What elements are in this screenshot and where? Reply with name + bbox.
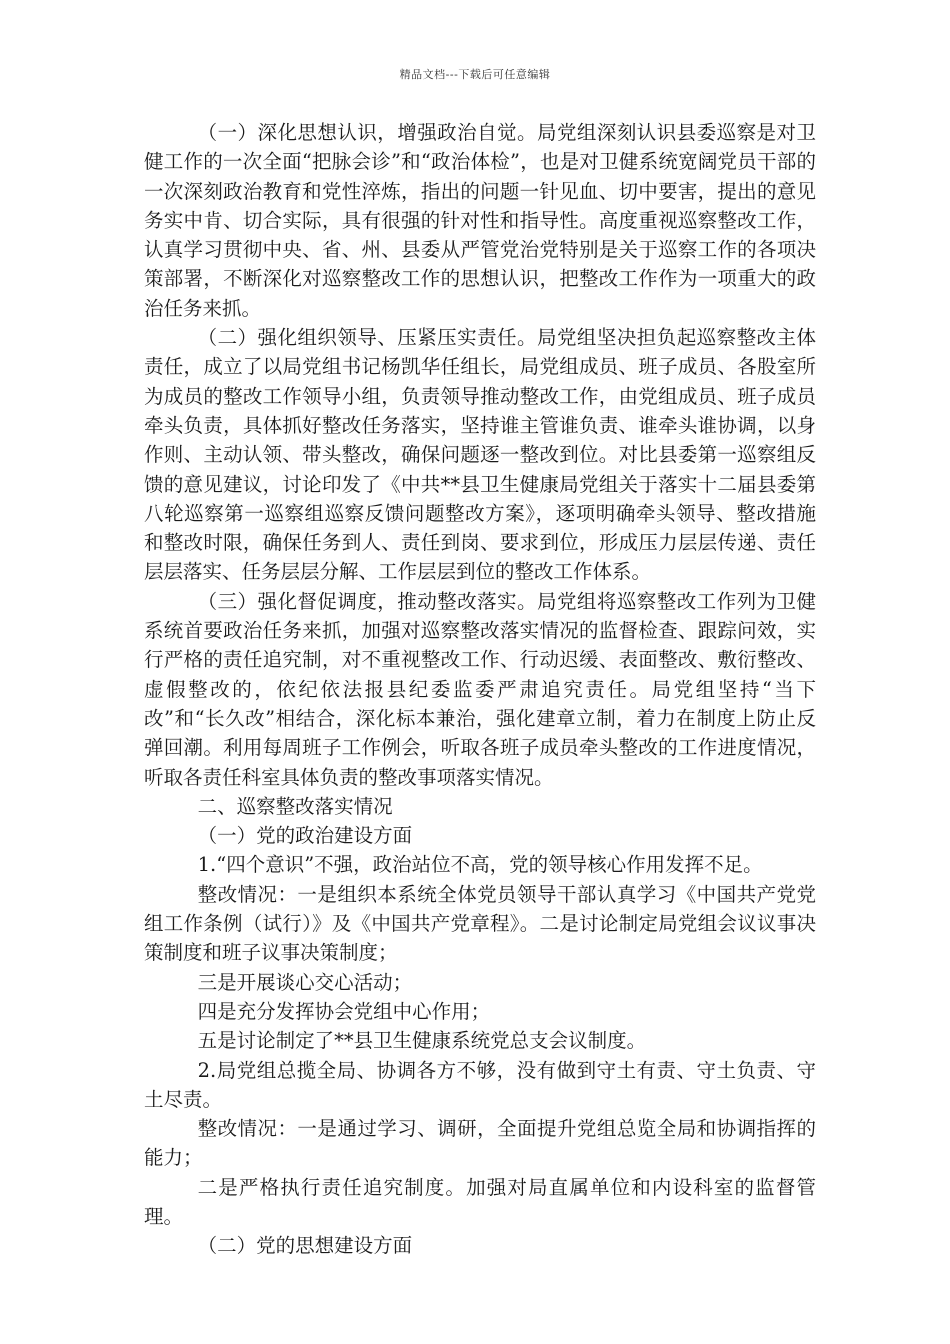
item-overall-leadership: 2.局党组总揽全局、协调各方不够，没有做到守土有责、守土负责、守土尽责。 (144, 1058, 816, 1111)
rectification-step-5: 五是讨论制定了**县卫生健康系统党总支会议制度。 (197, 1029, 647, 1053)
section-heading-rectification: 二、巡察整改落实情况 (197, 794, 393, 818)
rectification-status-1: 整改情况：一是组织本系统全体党员领导干部认真学习《中国共产党党组工作条例（试行）》及《中国共产党章程》。二是讨论制定局党组会议议事决策制度和班子议事决策制度； (144, 882, 816, 965)
document-body (144, 118, 816, 1261)
subsection-heading-political: （一）党的政治建设方面 (197, 824, 413, 848)
item-four-consciousness: 1.“四个意识”不强，政治站位不高，党的领导核心作用发挥不足。 (197, 853, 763, 877)
page-header: 精品文档---下载后可任意编辑 (399, 68, 551, 81)
rectification-step-4: 四是充分发挥协会党组中心作用； (197, 999, 491, 1023)
paragraph-organization-leadership: （二）强化组织领导、压紧压实责任。局党组坚决担负起巡察整改主体责任，成立了以局党组书记杨凯华任组长，局党组成员、班子成员、各股室所为成员的整改工作领导小组，负责领导推动整改工作，由党组成员、班子成员牵头负责，具体抓好整改任务落实，坚持谁主管谁负责、谁牵头谁协调，以身作则、主动认领、带头整改，确保问题逐一整改到位。对比县委第一巡察组反馈的意见建议，讨论印发了《中共**县卫生健康局党组关于落实十二届县委第八轮巡察第一巡察组巡察反馈问题整改方案》，逐项明确牵头领导、整改措施和整改时限，确保任务到人、责任到岗、要求到位，形成压力层层传递、责任层层落实、任务层层分解、工作层层到位的整改工作体系。 (144, 326, 816, 584)
rectification-step-2: 二是严格执行责任追究制度。加强对局直属单位和内设科室的监督管理。 (144, 1175, 816, 1228)
subsection-heading-ideological: （二）党的思想建设方面 (197, 1234, 413, 1258)
paragraph-deepen-understanding: （一）深化思想认识，增强政治自觉。局党组深刻认识县委巡察是对卫健工作的一次全面“把脉会诊”和“政治体检”，也是对卫健系统宽阔党员干部的一次深刻政治教育和党性淬炼，指出的问题一针见血、切中要害，提出的意见务实中肯、切合实际，具有很强的针对性和指导性。高度重视巡察整改工作，认真学习贯彻中央、省、州、县委从严管党治党特别是关于巡察工作的各项决策部署，不断深化对巡察整改工作的思想认识，把整改工作作为一项重大的政治任务来抓。 (144, 121, 816, 320)
rectification-step-3: 三是开展谈心交心活动； (197, 970, 413, 994)
rectification-status-2: 整改情况：一是通过学习、调研，全面提升党组总览全局和协调指挥的能力； (144, 1117, 816, 1170)
paragraph-supervision: （三）强化督促调度，推动整改落实。局党组将巡察整改工作列为卫健系统首要政治任务来抓，加强对巡察整改落实情况的监督检查、跟踪问效，实行严格的责任追究制，对不重视整改工作、行动迟缓、表面整改、敷衍整改、虚假整改的，依纪依法报县纪委监委严肃追究责任。局党组坚持“当下改”和“长久改”相结合，深化标本兼治，强化建章立制，着力在制度上防止反弹回潮。利用每周班子工作例会，听取各班子成员牵头整改的工作进度情况，听取各责任科室具体负责的整改事项落实情况。 (144, 589, 816, 789)
